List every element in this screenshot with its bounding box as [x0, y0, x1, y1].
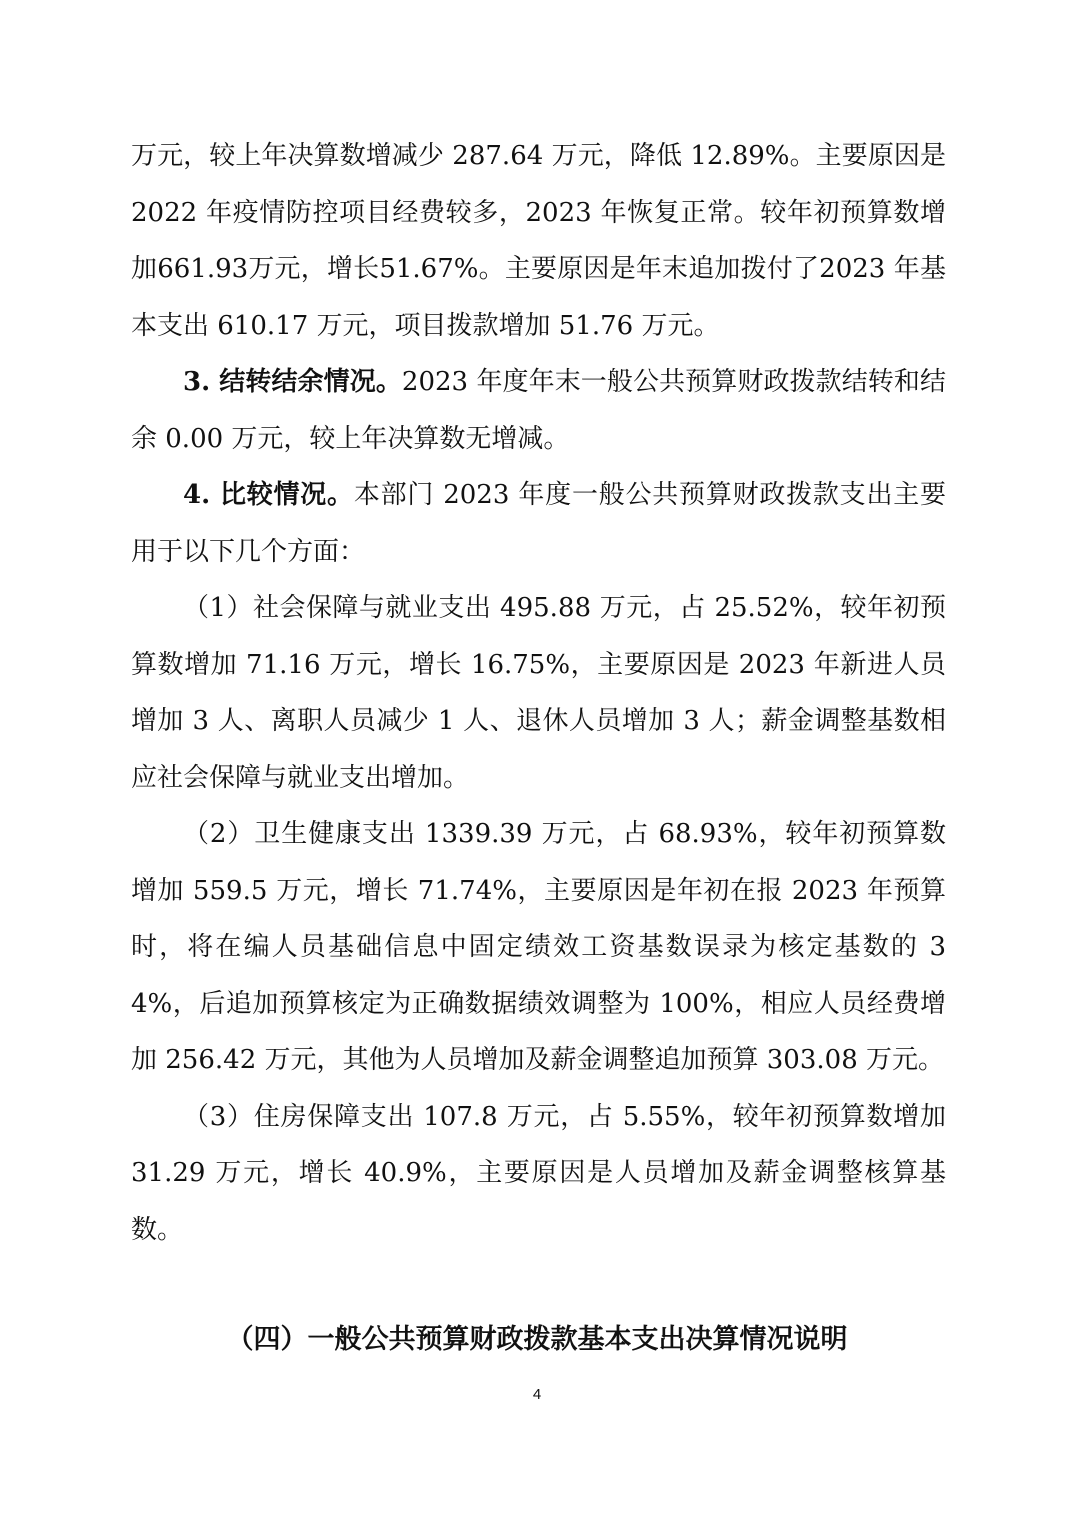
section-heading: （四）一般公共预算财政拨款基本支出决算情况说明	[226, 1324, 848, 1355]
page-number: 4	[532, 1386, 542, 1403]
carryover-heading: 3. 结转结余情况。	[183, 367, 402, 397]
paragraph-housing: （3）住房保障支出 107.8 万元，占 5.55%，较年初预算数增加 31.29 万元，增长 40.9%，主要原因是人员增加及薪金调整核算基数。	[131, 1101, 946, 1245]
carryover-text: 2023 年度年末一般公共预算财政拨款结转和结余 0.00 万元，较上年决算数无增减。	[131, 367, 946, 454]
paragraph-comparison	[131, 467, 946, 580]
comparison-heading: 4. 比较情况。	[183, 480, 354, 510]
comparison-text: 本部门 2023 年度一般公共预算财政拨款支出主要用于以下几个方面：	[131, 480, 946, 567]
paragraph-health: （2）卫生健康支出 1339.39 万元，占 68.93%，较年初预算数增加 559.5 万元，增长 71.74%，主要原因是年初在报 2023 年预算时，将在编人员基础信息中固定绩效工资基数误录为核定基数的 34%，后追加预算核定为正确数据绩效调整为 100%，相应人员经费增加 256.42 万元，其他为人员增加及薪金调整追加预算 303.08 万元。	[131, 819, 946, 1075]
paragraph-social-security: （1）社会保障与就业支出 495.88 万元，占 25.52%，较年初预算数增加 71.16 万元，增长 16.75%，主要原因是 2023 年新进人员增加 3 人、离职人员减少 1 人、退休人员增加 3 人；薪金调整基数相应社会保障与就业支出增加。	[131, 593, 946, 793]
paragraph-carryover	[131, 354, 946, 467]
paragraph-budget-summary: 万元，较上年决算数增减少 287.64 万元，降低 12.89%。主要原因是 2022 年疫情防控项目经费较多，2023 年恢复正常。较年初预算数增加661.93万元，增长51.67%。主要原因是年末追加拨付了2023 年基本支出 610.17 万元，项目拨款增加 51.76 万元。	[131, 141, 946, 341]
body-text	[131, 128, 946, 1258]
